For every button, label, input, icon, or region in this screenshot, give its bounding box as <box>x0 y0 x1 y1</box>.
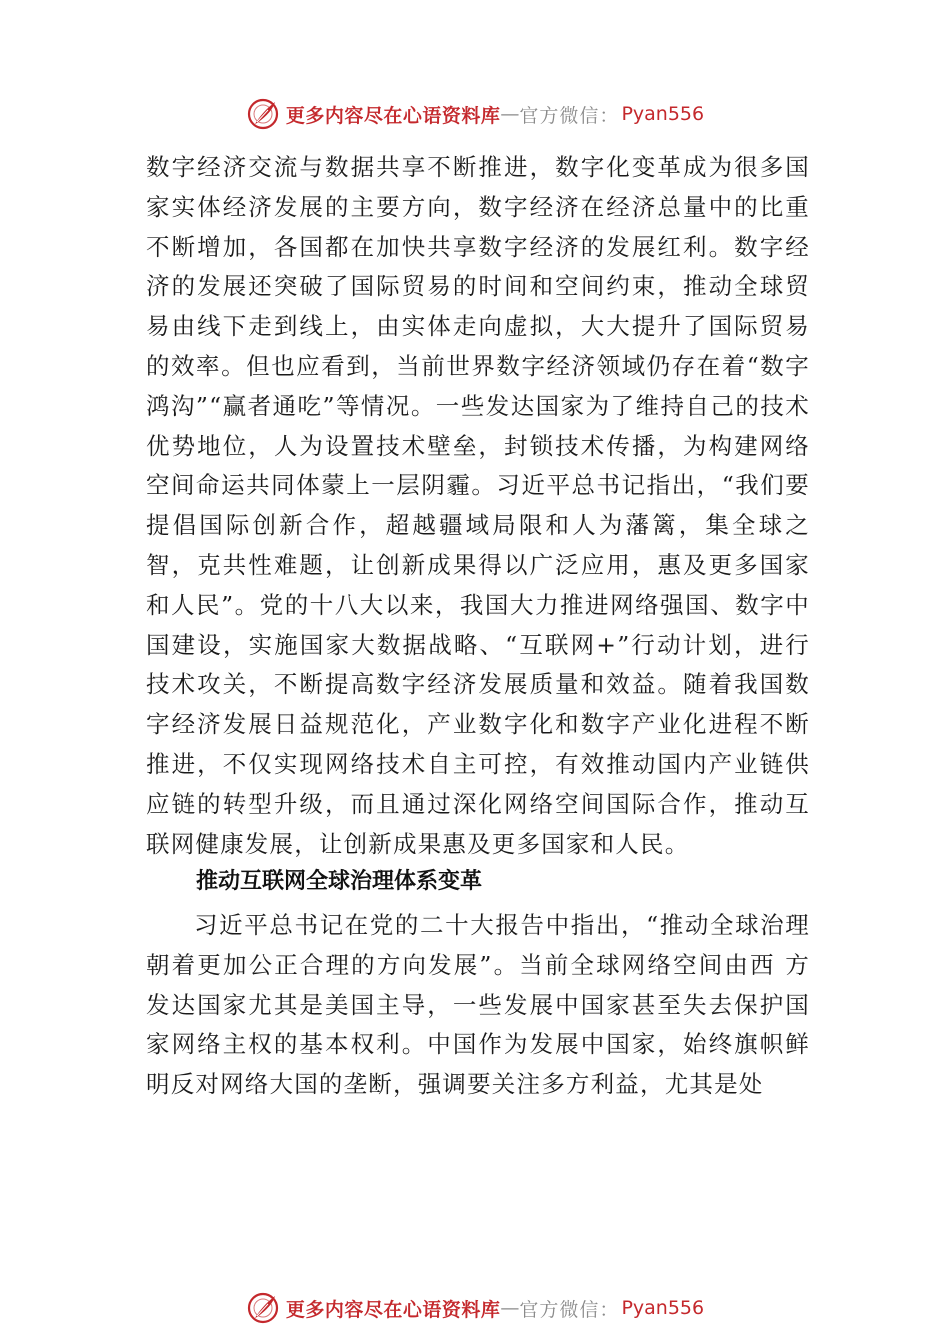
article-paragraph-2: 习近平总书记在党的二十大报告中指出，“推动全球治理朝着更加公正合理的方向发展”。当前全球网络空间由西 方发达国家尤其是美国主导，一些发展中国家甚至失去保护国家网络主权的基本权利。中国作为发展中国家，始终旗帜鲜明反对网络大国的垄断，强调要关注多方利益，尤其是处 <box>146 911 810 1099</box>
section-heading: 推动互联网全球治理体系变革 <box>196 869 483 894</box>
banner-library-text: 更多内容尽在心语资料库 <box>285 1298 501 1321</box>
banner-wechat-label: 官方微信： <box>519 104 620 127</box>
footer-watermark-banner <box>0 1288 950 1328</box>
quill-pen-logo-icon <box>246 97 280 131</box>
banner-wechat-id: Pyan556 <box>621 1297 705 1319</box>
banner-wechat-id: Pyan556 <box>621 103 705 125</box>
header-watermark-banner <box>0 94 950 134</box>
banner-separator: — <box>500 103 520 125</box>
quill-pen-logo-icon <box>246 1291 280 1325</box>
banner-library-text: 更多内容尽在心语资料库 <box>285 104 501 127</box>
banner-wechat-label: 官方微信： <box>519 1298 620 1321</box>
banner-separator: — <box>500 1297 520 1319</box>
article-paragraph-1: 数字经济交流与数据共享不断推进，数字化变革成为很多国家实体经济发展的主要方向，数字经济在经济总量中的比重不断增加，各国都在加快共享数字经济的发展红利。数字经济的发展还突破了国际贸易的时间和空间约束，推动全球贸易由线下走到线上，由实体走向虚拟，大大提升了国际贸易的效率。但也应看到，当前世界数字经济领域仍存在着“数字鸿沟”“赢者通吃”等情况。一些发达国家为了维持自己的技术优势地位，人为设置技术壁垒，封锁技术传播，为构建网络空间命运共同体蒙上一层阴霾。习近平总书记指出，“我们要提倡国际创新合作，超越疆域局限和人为藩篱，集全球之智，克共性难题，让创新成果得以广泛应用，惠及更多国家和人民”。党的十八大以来，我国大力推进网络强国、数字中国建设，实施国家大数据战略、“互联网+”行动计划，进行技术攻关，不断提高数字经济发展质量和效益。随着我国数字经济发展日益规范化，产业数字化和数字产业化进程不断推进，不仅实现网络技术自主可控，有效推动国内产业链供应链的转型升级，而且通过深化网络空间国际合作，推动互联网健康发展，让创新成果惠及更多国家和人民。 <box>146 153 810 858</box>
